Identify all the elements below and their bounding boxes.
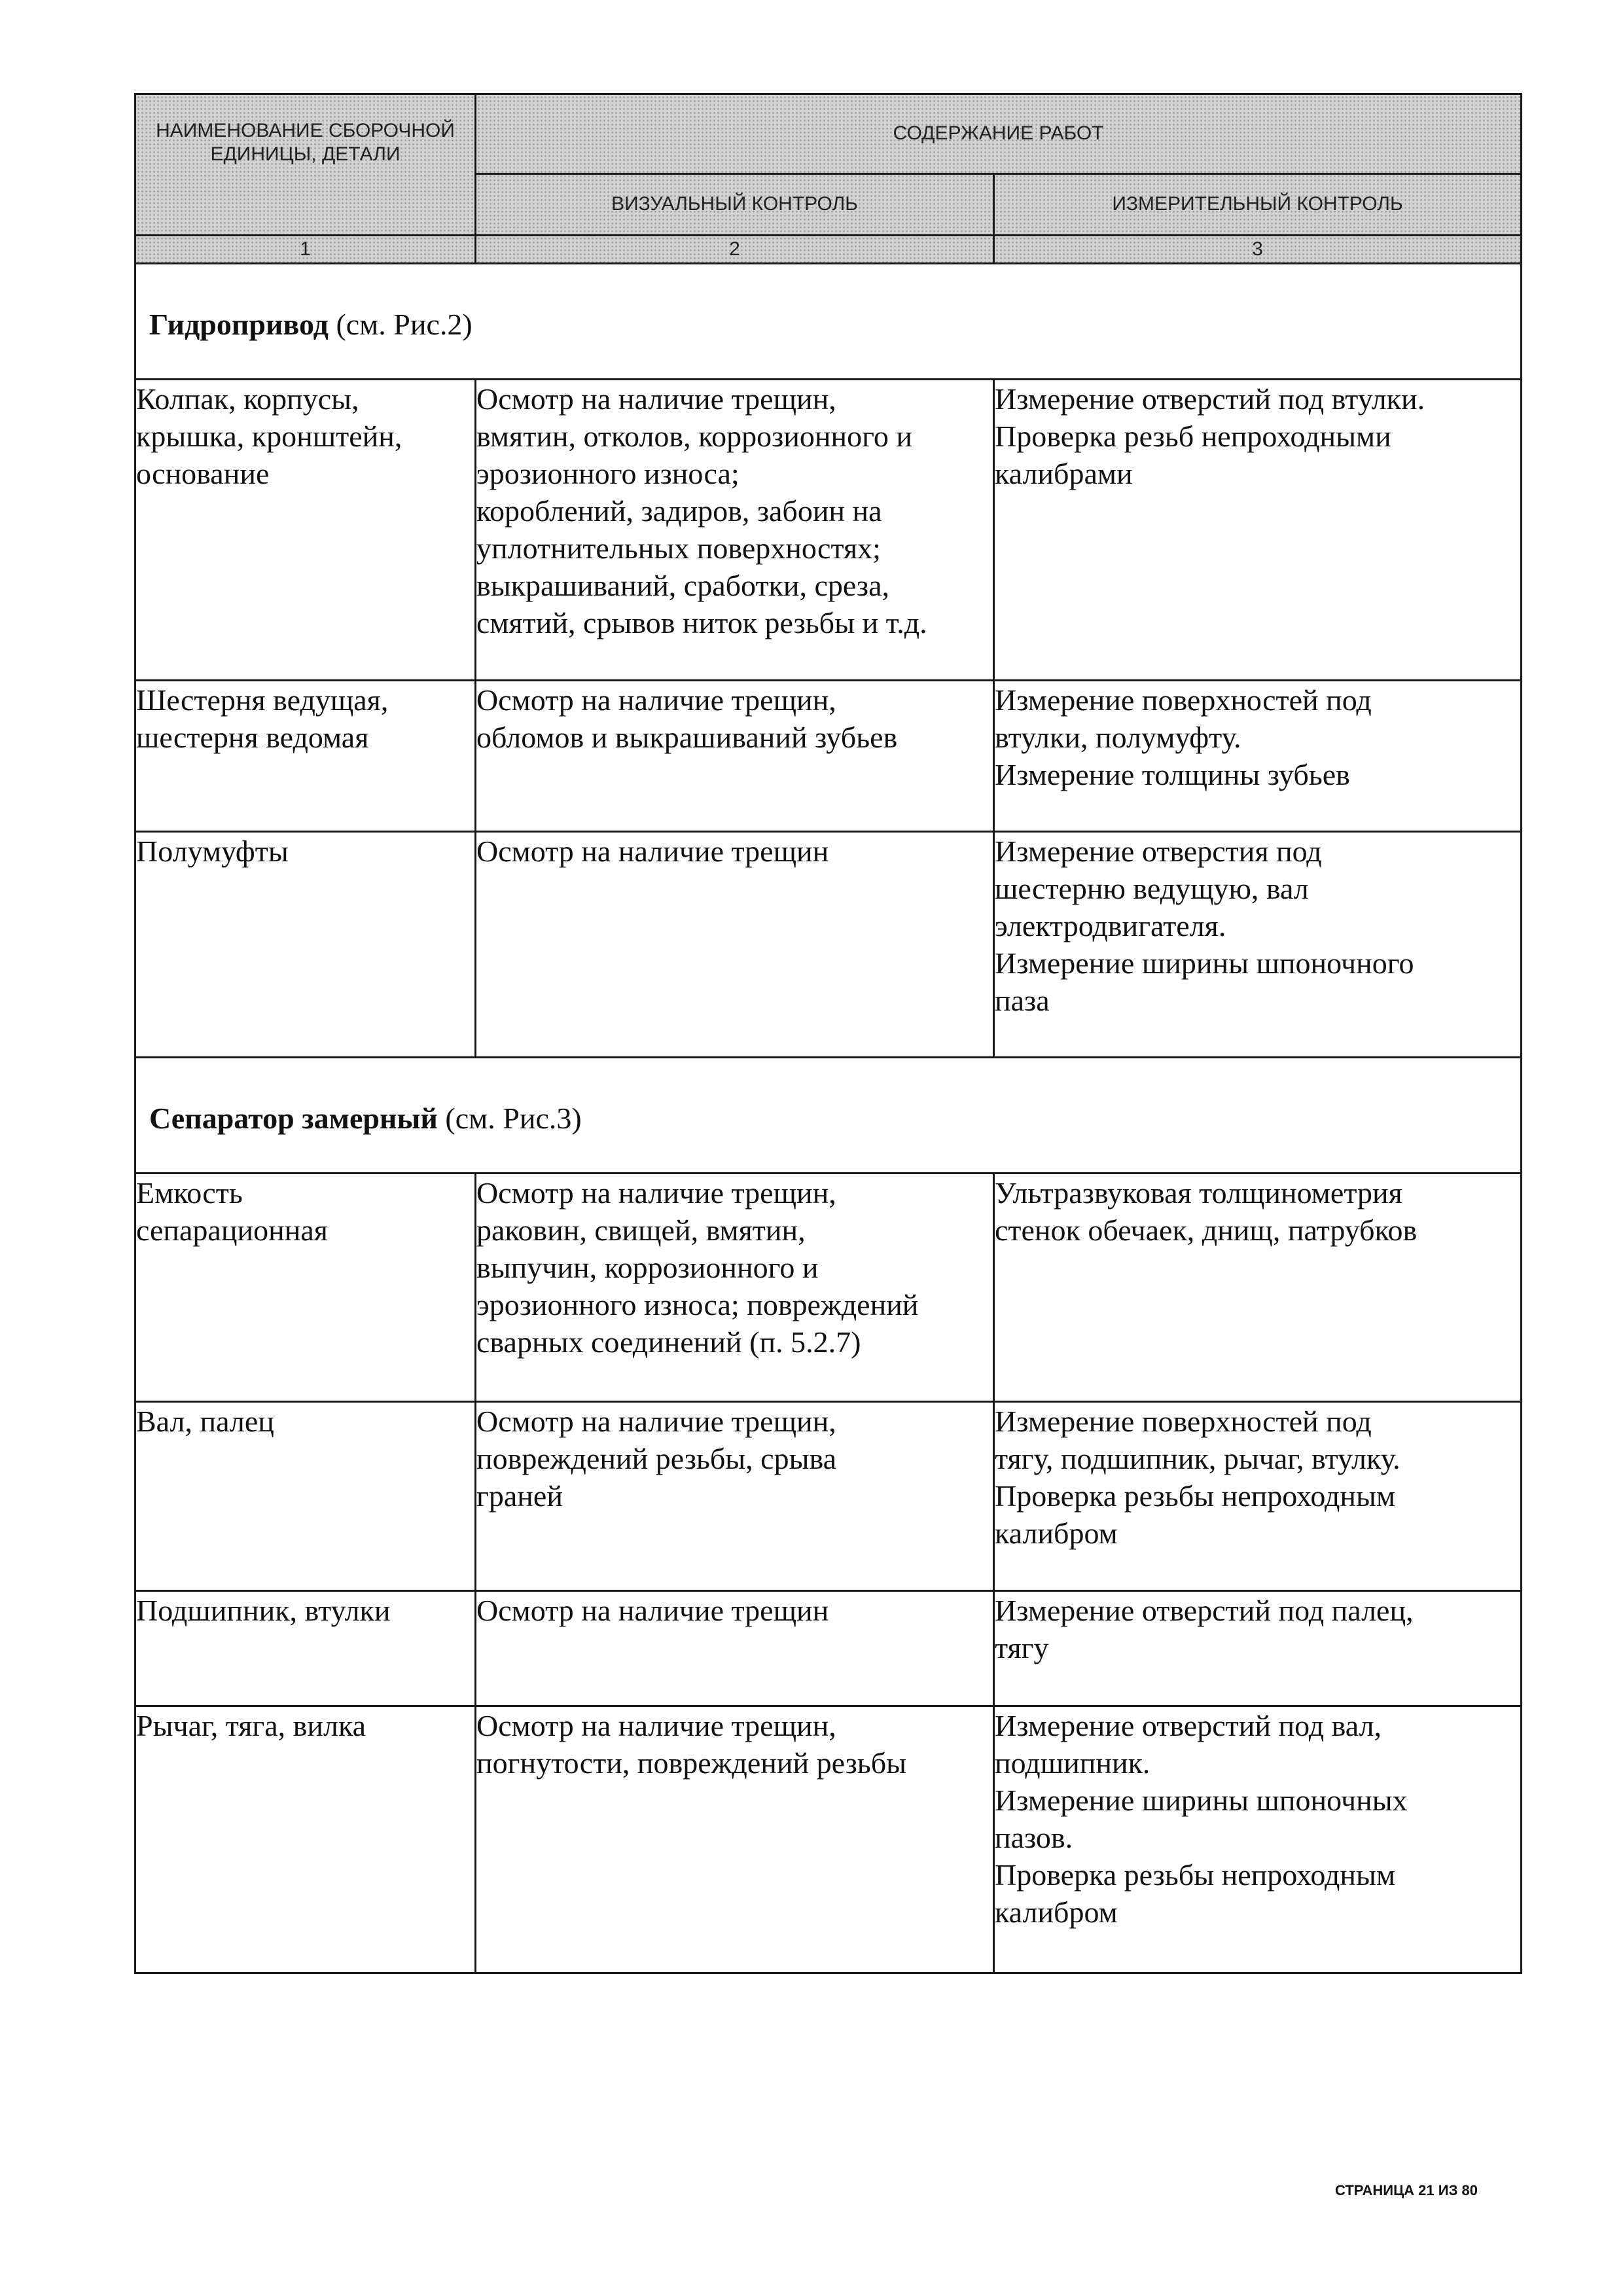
section-row-hydraulic-drive [135, 264, 1522, 380]
section-title [135, 264, 1522, 380]
part-name-cell: Шестерня ведущая, шестерня ведомая [135, 681, 476, 832]
header-measuring-control: ИЗМЕРИТЕЛЬНЫЙ КОНТРОЛЬ [994, 173, 1522, 235]
measuring-control-cell: Измерение поверхностей под тягу, подшипник, рычаг, втулку. Проверка резьбы непроходным калибром [994, 1402, 1522, 1591]
header-visual-control: ВИЗУАЛЬНЫЙ КОНТРОЛЬ [476, 173, 994, 235]
inspection-table [134, 93, 1522, 1974]
table-row [135, 1706, 1522, 1973]
measuring-control-cell: Ультразвуковая толщинометрия стенок обечаек, днищ, патрубков [994, 1174, 1522, 1402]
table-row [135, 1591, 1522, 1706]
table-row [135, 1402, 1522, 1591]
page-number: СТРАНИЦА 21 ИЗ 80 [1335, 2182, 1478, 2198]
part-name-cell: Колпак, корпусы, крышка, кронштейн, основание [135, 380, 476, 681]
part-name-cell: Рычаг, тяга, вилка [135, 1706, 476, 1973]
section-title-bold: Сепаратор замерный [149, 1102, 438, 1135]
measuring-control-cell: Измерение поверхностей под втулки, полумуфту. Измерение толщины зубьев [994, 681, 1522, 832]
part-name-cell: Полумуфты [135, 832, 476, 1058]
header-work-content: СОДЕРЖАНИЕ РАБОТ [476, 94, 1522, 174]
header-column-number-1: 1 [135, 236, 476, 264]
section-title-bold: Гидропривод [149, 308, 329, 341]
visual-control-cell: Осмотр на наличие трещин [476, 1591, 994, 1706]
section-title-ref: (см. Рис.2) [328, 308, 473, 341]
table-row [135, 380, 1522, 681]
header-part-name-label: НАИМЕНОВАНИЕ СБОРОЧНОЙ ЕДИНИЦЫ, ДЕТАЛИ [156, 119, 455, 165]
part-name-cell: Подшипник, втулки [135, 1591, 476, 1706]
section-title [135, 1058, 1522, 1174]
measuring-control-cell: Измерение отверстий под палец, тягу [994, 1591, 1522, 1706]
measuring-control-cell: Измерение отверстий под втулки. Проверка резьб непроходными калибрами [994, 380, 1522, 681]
visual-control-cell: Осмотр на наличие трещин, раковин, свищей, вмятин, выпучин, коррозионного и эрозионного износа; повреждений сварных соединений (п. 5.2.7) [476, 1174, 994, 1402]
visual-control-cell: Осмотр на наличие трещин, обломов и выкрашиваний зубьев [476, 681, 994, 832]
part-name-cell: Вал, палец [135, 1402, 476, 1591]
header-column-number-2: 2 [476, 236, 994, 264]
visual-control-cell: Осмотр на наличие трещин, погнутости, повреждений резьбы [476, 1706, 994, 1973]
measuring-control-cell: Измерение отверстия под шестерню ведущую, вал электродвигателя. Измерение ширины шпоночного паза [994, 832, 1522, 1058]
header-column-number-3: 3 [994, 236, 1522, 264]
table-row [135, 832, 1522, 1058]
part-name-cell: Емкость сепарационная [135, 1174, 476, 1402]
visual-control-cell: Осмотр на наличие трещин, вмятин, отколов, коррозионного и эрозионного износа; короблений, задиров, забоин на уплотнительных поверхностях; выкрашиваний, сработки, среза, смятий, срывов ниток резьбы и т.д. [476, 380, 994, 681]
visual-control-cell: Осмотр на наличие трещин [476, 832, 994, 1058]
visual-control-cell: Осмотр на наличие трещин, повреждений резьбы, срыва граней [476, 1402, 994, 1591]
measuring-control-cell: Измерение отверстий под вал, подшипник. Измерение ширины шпоночных пазов. Проверка резьбы непроходным калибром [994, 1706, 1522, 1973]
table-row [135, 1174, 1522, 1402]
table-row [135, 681, 1522, 832]
header-part-name [135, 94, 476, 236]
section-title-ref: (см. Рис.3) [437, 1102, 582, 1135]
section-row-measuring-separator [135, 1058, 1522, 1174]
